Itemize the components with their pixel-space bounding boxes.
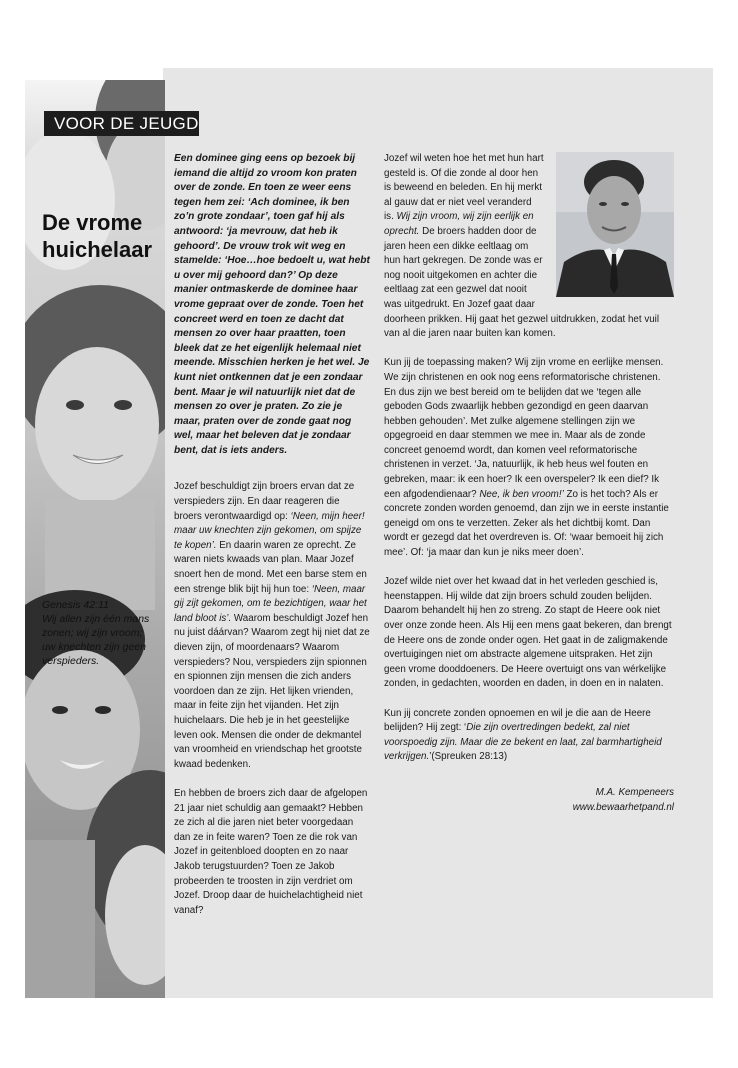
author-website: www.bewaarhetpand.nl xyxy=(572,801,674,813)
right-paragraph-4 xyxy=(384,707,674,765)
text-run: Kun jij concrete zonden opnoemen en wil je die aan de Heere belijden? Hij zegt: ‘ xyxy=(384,707,651,734)
quote-run: ‘Neen, mijn heer! maar uw knechten zijn gekomen, om spijze te kopen’. xyxy=(174,510,365,551)
text-run: En daarin waren ze oprecht. Ze waren niets kwaads van plan. Maar Jozef snoert hen de mond. Met een barse stem en een strenge blik bijt hij hun toe: xyxy=(174,539,367,595)
text-run: Jozef beschuldigt zijn broers ervan dat ze verspieders zijn. En daar reageren die broers verontwaardigd op: xyxy=(174,481,355,522)
text-run: De broers hadden door de jaren heen een dikke eeltlaag om hun hart gekregen. De zonde was er nog nooit uitgekomen en achter die eeltlaag zat een gezwel dat nooit was uitgedrukt. En Jozef gaat daar doorheen prikken. Hij gaat het gezwel uitdrukken, zodat het vuil van al die jaren naar buiten kan komen. xyxy=(384,225,660,340)
sidebar-quote-text: Wij allen zijn één mans zonen; wij zijn vroom; uw knechten zijn geen verspieders. xyxy=(42,613,150,667)
sidebar-bible-quote xyxy=(42,598,152,668)
right-paragraph-3: Jozef wilde niet over het kwaad dat in het verleden geschied is, heenstappen. Hij wilde dat zijn broers schuld zouden belijden. Daarom behandelt hij hen zo streng. Zo stapt de Heere ook niet over onze zonde heen. Als Hij een mens gaat bekeren, dan brengt de Heere ons de zonde onder ogen. Het gaat in de zaligmakende overtuigingen niet om abstracte algemene uitspraken. Het zijn geen vrome dooddoeners. De Heere overtuigt ons van wérkelijke zonden, in gedachten, woorden en daden, in doen en in nalaten. xyxy=(384,576,672,690)
text-run: Jozef wil weten hoe het met hun hart gesteld is. Of die zonde al door hen is beweend en beleden. En hij merkt al gauw dat er niet veel veranderd is. xyxy=(384,153,544,223)
text-run: Kun jij de toepassing maken? Wij zijn vrome en eerlijke mensen. We zijn christenen en ook nog eens reformatorische christenen. En dus zijn we best bereid om te belijden dat we ‘tegen alle geboden Gods zwaarlijk hebben gezondigd en geen daarvan hebben gehouden’. Met zulke algemene stellingen zijn we opgegroeid en daar stemmen we mee in. Maar als de zonde concreet genoemd wordt, dan komen veel reformatorische christenen in verzet. ‘Ja, natuurlijk, ik heb heus wel fouten en gebreken, maar: ik een hoer? Ik een overspeler? Ik een dief? Ik een afgodendienaar? xyxy=(384,357,664,500)
article-title-line-2: huichelaar xyxy=(42,237,153,262)
quote-run: Die zijn overtredingen bedekt, zal niet voorspoedig zijn. Maar die ze bekent en laat, zal barmhartigheid verkrijgen. xyxy=(384,722,662,763)
article-title-line-1: De vrome xyxy=(42,210,143,235)
author-portrait xyxy=(556,152,674,297)
quote-run: Wij zijn vroom, wij zijn eerlijk en oprecht. xyxy=(384,211,534,237)
text-run: Waarom beschuldigt Jozef hen nu juist dáárvan? Waarom zegt hij niet dat ze dieven zijn, of moordenaars? Waarom verspieders? Nou, verspieders zijn spionnen en spionnen zijn mensen die zich anders voordoen dan ze zijn. Het lijken vrienden, maar in feite zijn het vijanden. Het zijn huichelaars. Die heb je in het geestelijke leven ook. Mensen die onder de dekmantel van vroomheid en vriendschap het grootste kwaad bedenken. xyxy=(174,612,370,770)
section-label: VOOR DE JEUGD xyxy=(44,111,199,136)
sidebar-reference: Genesis 42:11 xyxy=(42,599,109,611)
left-column xyxy=(174,152,370,933)
right-paragraph-2 xyxy=(384,356,674,560)
quote-run: ‘Neen, maar gij zijt gekomen, om te bezichtigen, waar het land bloot is’. xyxy=(174,583,367,624)
author-name: M.A. Kempeneers xyxy=(595,786,674,798)
text-run: ’(Spreuken 28:13) xyxy=(429,751,508,763)
right-column xyxy=(384,152,674,815)
text-run: Zo is het toch? Als er concrete zonden worden genoemd, dan zijn we in eerste instantie geneigd om ons te verzetten. Zeker als het dichtbij komt. Dan wordt er gezegd dat het overdreven is. Of: ‘waar bemoeit hij zich mee’. Of: ‘ja maar dan kun je niks meer doen’. xyxy=(384,488,669,559)
intro-paragraph: Een dominee ging eens op bezoek bij iemand die altijd zo vroom kon praten over de zonde. En toen ze weer eens tegen hem zei: ‘Ach dominee, ik ben zo’n grote zondaar’, toen gaf hij als antwoord: ‘ja mevrouw, dat heb ik gehoord’. De vrouw trok wit weg en stamelde: ‘Hoe…hoe bedoelt u, wat hebt u over mij gehoord dan?’ Op deze manier ontmaskerde de dominee haar vrome gepraat over de zonde. Toen het concreet werd en toen ze dacht dat mensen zo over haar praatten, toen bleek dat ze het eigenlijk helemaal niet meende. Misschien herken je het wel. Je kunt niet ontkennen dat je een zondaar bent. Maar je wil natuurlijk niet dat de mensen zo over je praten. Zo zie je maar, praten over de zonde gaat nog wel, maar het beleven dat je zondaar bent, dat is iets anders. xyxy=(174,153,370,456)
article-title xyxy=(42,209,152,263)
body-paragraph-2: En hebben de broers zich daar de afgelopen 21 jaar niet schuldig aan gemaakt? Hebben ze zich al die jaren niet beter voorgedaan dan ze in feite waren? Toen ze die rok van Jozef in geitenbloed doopten en zo naar Jakob terugstuurden? Toen ze Jakob probeerden te troosten in zijn verdriet om Jozef. Droop daar de huichelachtigheid niet vanaf? xyxy=(174,787,368,916)
body-paragraph-1 xyxy=(174,480,370,772)
quote-run: Nee, ik ben vroom!’ xyxy=(479,488,564,500)
author-signature xyxy=(384,785,674,815)
author-portrait-image xyxy=(556,152,674,297)
